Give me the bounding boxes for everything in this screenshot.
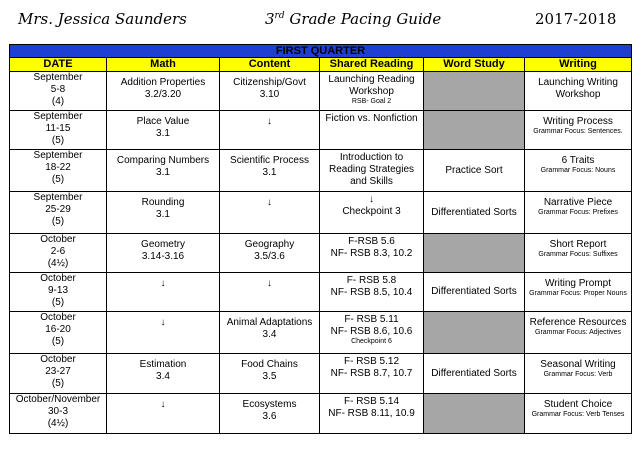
writing-cell: [525, 192, 632, 234]
table-row: [10, 192, 632, 234]
reading-line: Introduction to: [339, 152, 404, 163]
column-header: Writing: [525, 58, 632, 72]
date-cell: [10, 234, 107, 273]
math-cell: [107, 273, 220, 312]
date-cell: [10, 111, 107, 150]
content-cell: [220, 354, 320, 394]
reading-line: Reading Strategies: [328, 164, 415, 175]
reading-cell: [320, 354, 424, 394]
content-line: ↓: [267, 197, 272, 208]
math-cell: [107, 394, 220, 434]
content-cell: [220, 273, 320, 312]
date-line: (4): [51, 96, 65, 107]
date-line: (5): [51, 297, 65, 308]
quarter-banner: FIRST QUARTER: [10, 45, 632, 58]
math-line: 3.2/3.20: [144, 89, 182, 100]
date-line: September: [33, 150, 83, 161]
grammar-focus: Grammar Focus: Nouns: [540, 167, 616, 174]
word-study-cell: Practice Sort: [424, 150, 525, 192]
date-line: 2-6: [50, 246, 66, 257]
date-cell: [10, 312, 107, 354]
date-cell: [10, 354, 107, 394]
column-header: Shared Reading: [320, 58, 424, 72]
date-line: October: [40, 234, 76, 245]
content-line: 3.5/3.6: [254, 251, 285, 262]
reading-line: Checkpoint 3: [342, 206, 401, 217]
content-cell: [220, 234, 320, 273]
date-cell: [10, 150, 107, 192]
reading-line: ↓: [369, 194, 374, 205]
column-header: Math: [107, 58, 220, 72]
title-prefix: 3: [265, 10, 275, 28]
grammar-focus: Grammar Focus: Suffixes: [538, 251, 618, 258]
math-line: 3.1: [156, 209, 170, 220]
title-rest: Grade Pacing Guide: [284, 10, 442, 28]
writing-line: Launching Writing: [538, 77, 618, 88]
reading-note: Checkpoint 6: [351, 338, 392, 345]
content-line: Geography: [244, 239, 295, 250]
reading-line: NF- RSB 8.5, 10.4: [330, 287, 413, 298]
word-study-cell: [424, 312, 525, 354]
writing-cell: [525, 394, 632, 434]
date-line: (5): [51, 336, 65, 347]
grammar-focus: Grammar Focus: Prefixes: [538, 209, 618, 216]
date-line: October: [40, 312, 76, 323]
math-cell: [107, 312, 220, 354]
date-line: 25-29: [45, 204, 71, 215]
date-cell: [10, 72, 107, 111]
table-row: [10, 354, 632, 394]
date-line: (5): [51, 174, 65, 185]
content-cell: [220, 111, 320, 150]
guide-title: [265, 10, 441, 28]
content-line: 3.6: [262, 411, 277, 422]
reading-cell: [320, 394, 424, 434]
table-row: [10, 72, 632, 111]
grammar-focus: Grammar Focus: Adjectives: [535, 329, 621, 336]
grammar-focus: Grammar Focus: Verb: [543, 371, 613, 378]
column-header: Word Study: [424, 58, 525, 72]
table-row: [10, 150, 632, 192]
content-cell: [220, 72, 320, 111]
grammar-focus: Grammar Focus: Proper Nouns: [529, 290, 627, 297]
reading-cell: [320, 72, 424, 111]
writing-cell: [525, 312, 632, 354]
writing-line: Seasonal Writing: [540, 359, 616, 370]
page-header: [0, 0, 640, 44]
column-header: DATE: [10, 58, 107, 72]
content-cell: [220, 150, 320, 192]
date-line: September: [33, 192, 83, 203]
math-cell: [107, 111, 220, 150]
grammar-focus: Grammar Focus: Verb Tenses: [531, 411, 625, 418]
writing-line: Narrative Piece: [543, 197, 613, 208]
content-line: 3.1: [262, 167, 277, 178]
reading-note: RSB- Goal 2: [351, 98, 392, 105]
date-line: (5): [51, 216, 65, 227]
table-row: [10, 273, 632, 312]
writing-cell: [525, 72, 632, 111]
content-line: Citizenship/Govt: [233, 77, 306, 88]
math-line: Rounding: [141, 197, 185, 208]
math-line: Place Value: [136, 116, 190, 127]
date-line: October/November: [15, 394, 101, 405]
word-study-cell: Differentiated Sorts: [424, 192, 525, 234]
date-line: October: [40, 273, 76, 284]
content-line: 3.4: [262, 329, 277, 340]
date-cell: [10, 394, 107, 434]
content-line: Scientific Process: [230, 155, 309, 166]
writing-line: Writing Process: [543, 116, 613, 127]
writing-cell: [525, 150, 632, 192]
date-line: (5): [51, 135, 65, 146]
writing-line: Reference Resources: [529, 317, 627, 328]
date-line: (4½): [47, 418, 69, 429]
math-cell: [107, 150, 220, 192]
math-line: ↓: [160, 278, 166, 289]
content-line: ↓: [267, 278, 272, 289]
content-line: 3.5: [262, 371, 277, 382]
table-row: [10, 394, 632, 434]
reading-line: Fiction vs. Nonfiction: [325, 113, 418, 124]
table-row: [10, 234, 632, 273]
reading-line: NF- RSB 8.7, 10.7: [330, 368, 413, 379]
content-line: 3.10: [259, 89, 280, 100]
date-line: 23-27: [45, 366, 71, 377]
date-line: 9-13: [47, 285, 68, 296]
reading-line: NF- RSB 8.6, 10.6: [330, 326, 413, 337]
writing-cell: [525, 354, 632, 394]
math-line: Geometry: [141, 239, 185, 250]
reading-cell: [320, 234, 424, 273]
reading-line: NF- RSB 8.11, 10.9: [328, 408, 415, 419]
date-line: 5-8: [50, 84, 66, 95]
math-line: Estimation: [139, 359, 187, 370]
date-line: September: [33, 72, 83, 83]
content-line: Food Chains: [241, 359, 298, 370]
content-line: Ecosystems: [242, 399, 297, 410]
table-row: [10, 312, 632, 354]
reading-cell: [320, 312, 424, 354]
date-line: (5): [51, 378, 65, 389]
table-row: [10, 111, 632, 150]
date-line: (4½): [47, 258, 69, 269]
reading-line: F- RSB 5.11: [344, 314, 399, 325]
word-study-cell: [424, 234, 525, 273]
math-cell: [107, 234, 220, 273]
math-line: 3.1: [156, 167, 170, 178]
reading-line: Launching Reading: [328, 74, 415, 85]
word-study-cell: [424, 111, 525, 150]
content-line: Animal Adaptations: [226, 317, 313, 328]
math-line: Addition Properties: [120, 77, 206, 88]
date-cell: [10, 192, 107, 234]
content-cell: [220, 394, 320, 434]
math-line: ↓: [160, 317, 166, 328]
word-study-cell: [424, 394, 525, 434]
pacing-table: [9, 44, 632, 434]
reading-line: Workshop: [349, 86, 394, 97]
date-line: October: [40, 354, 76, 365]
writing-line: Writing Prompt: [545, 278, 611, 289]
reading-line: F-RSB 5.6: [348, 236, 395, 247]
math-line: Comparing Numbers: [116, 155, 210, 166]
date-line: 16-20: [45, 324, 71, 335]
reading-cell: [320, 192, 424, 234]
writing-line: 6 Traits: [561, 155, 595, 166]
title-superscript: rd: [274, 11, 285, 21]
reading-cell: [320, 273, 424, 312]
reading-cell: [320, 111, 424, 150]
math-cell: [107, 192, 220, 234]
writing-cell: [525, 111, 632, 150]
writing-line: Student Choice: [543, 399, 613, 410]
date-cell: [10, 273, 107, 312]
writing-line: Short Report: [549, 239, 607, 250]
column-header: Content: [220, 58, 320, 72]
reading-line: F- RSB 5.14: [343, 396, 400, 407]
reading-line: F- RSB 5.8: [346, 275, 397, 286]
reading-line: and Skills: [350, 176, 393, 187]
writing-cell: [525, 273, 632, 312]
school-year: 2017-2018: [535, 10, 617, 28]
math-line: ↓: [160, 399, 166, 410]
content-cell: [220, 312, 320, 354]
writing-cell: [525, 234, 632, 273]
writing-line: Workshop: [555, 89, 601, 100]
word-study-cell: Differentiated Sorts: [424, 354, 525, 394]
math-line: 3.4: [156, 371, 170, 382]
math-line: 3.14-3.16: [141, 251, 185, 262]
word-study-cell: [424, 72, 525, 111]
content-cell: [220, 192, 320, 234]
reading-line: F- RSB 5.12: [343, 356, 400, 367]
reading-line: NF- RSB 8.3, 10.2: [330, 248, 413, 259]
date-line: September: [33, 111, 83, 122]
math-cell: [107, 72, 220, 111]
date-line: 30-3: [47, 406, 68, 417]
teacher-name: Mrs. Jessica Saunders: [18, 10, 187, 28]
content-line: ↓: [267, 116, 272, 127]
math-cell: [107, 354, 220, 394]
date-line: 18-22: [45, 162, 71, 173]
reading-cell: [320, 150, 424, 192]
date-line: 11-15: [45, 123, 71, 134]
grammar-focus: Grammar Focus: Sentences.: [533, 128, 623, 135]
math-line: 3.1: [156, 128, 170, 139]
word-study-cell: Differentiated Sorts: [424, 273, 525, 312]
